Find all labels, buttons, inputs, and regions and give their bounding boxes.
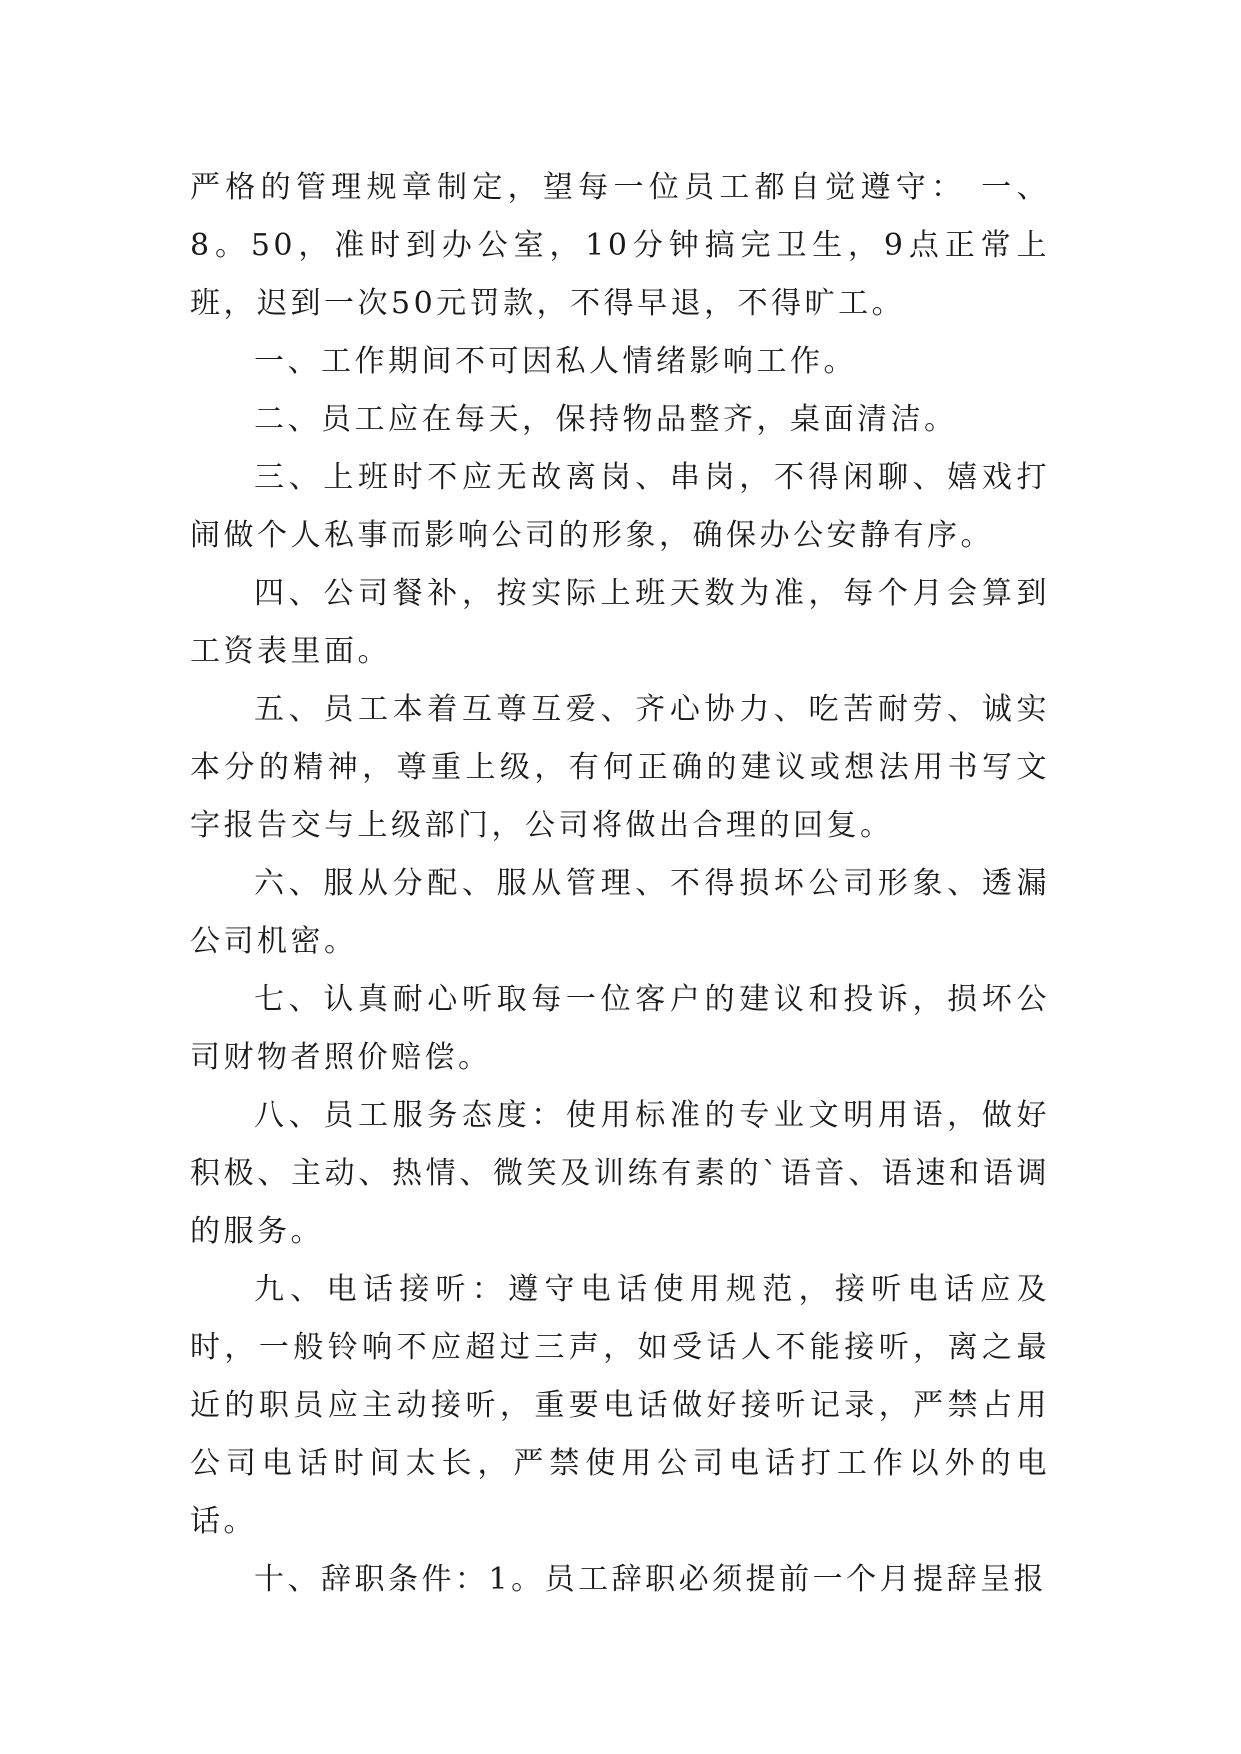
paragraph-rule-4: 四、公司餐补，按实际上班天数为准，每个月会算到工资表里面。 bbox=[190, 576, 1050, 669]
document-body bbox=[190, 159, 1050, 1609]
paragraph-rule-3: 三、上班时不应无故离岗、串岗，不得闲聊、嬉戏打闹做个人私事而影响公司的形象，确保办公安静有序。 bbox=[190, 460, 1050, 553]
paragraph-rule-1: 一、工作期间不可因私人情绪影响工作。 bbox=[254, 344, 857, 379]
paragraph-rule-7: 七、认真耐心听取每一位客户的建议和投诉，损坏公司财物者照价赔偿。 bbox=[190, 982, 1050, 1075]
paragraph-rule-6: 六、服从分配、服从管理、不得损坏公司形象、透漏公司机密。 bbox=[190, 866, 1050, 959]
paragraph-rule-10: 十、辞职条件：1。员工辞职必须提前一个月提辞呈报 bbox=[254, 1562, 1048, 1597]
paragraph-rule-2: 二、员工应在每天，保持物品整齐，桌面清洁。 bbox=[254, 402, 958, 437]
paragraph-rule-8: 八、员工服务态度：使用标准的专业文明用语，做好积极、主动、热情、微笑及训练有素的`语音、语速和语调的服务。 bbox=[190, 1098, 1050, 1249]
paragraph-rule-9: 九、电话接听：遵守电话使用规范，接听电话应及时，一般铃响不应超过三声，如受话人不能接听，离之最近的职员应主动接听，重要电话做好接听记录，严禁占用公司电话时间太长，严禁使用公司电话打工作以外的电话。 bbox=[190, 1272, 1050, 1539]
paragraph-rule-5: 五、员工本着互尊互爱、齐心协力、吃苦耐劳、诚实本分的精神，尊重上级，有何正确的建议或想法用书写文字报告交与上级部门，公司将做出合理的回复。 bbox=[190, 692, 1050, 843]
paragraph-intro: 严格的管理规章制定，望每一位员工都自觉遵守： 一、8。50，准时到办公室，10分钟搞完卫生，9点正常上班，迟到一次50元罚款，不得早退，不得旷工。 bbox=[190, 170, 1050, 321]
